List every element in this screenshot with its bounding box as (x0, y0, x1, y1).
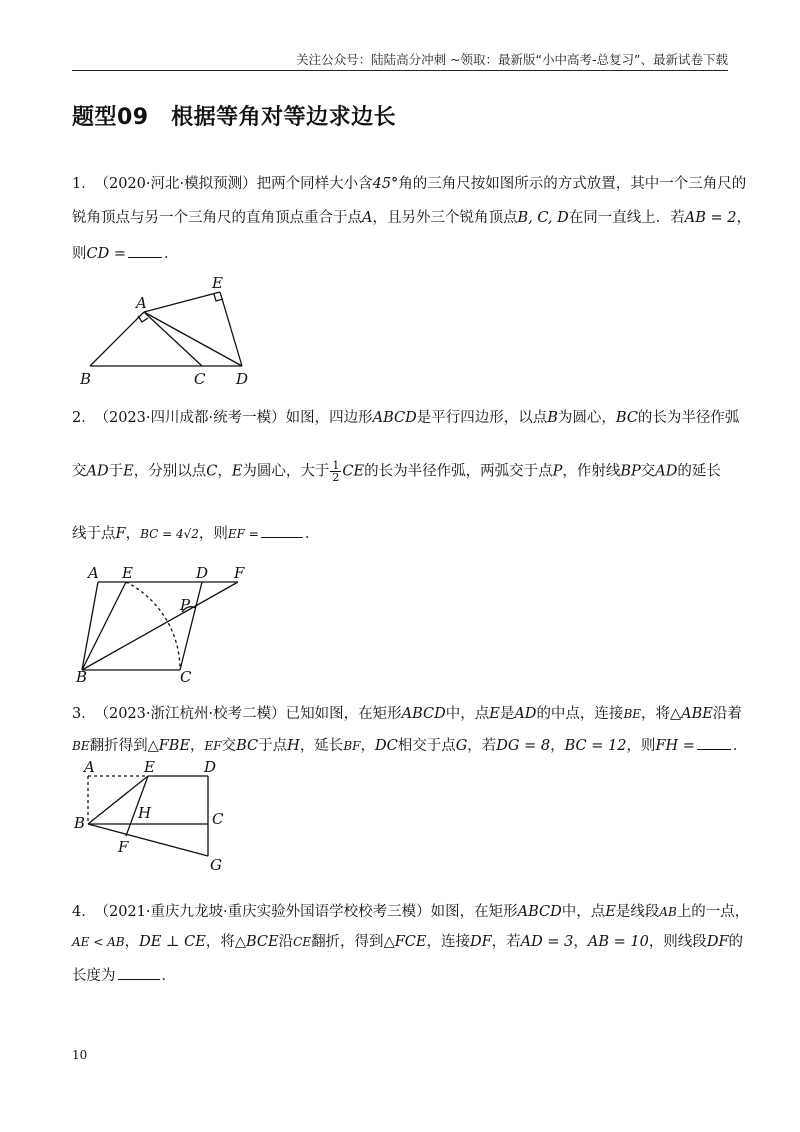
q4-text: ，连接 (426, 934, 470, 950)
q1-line-ed (220, 292, 242, 366)
q4-math: △BCE (234, 934, 279, 950)
q2-math: E (123, 463, 134, 480)
q4-text: 沿 (278, 934, 294, 950)
q2-line-ab (82, 582, 98, 670)
q1-answer-blank[interactable] (128, 242, 162, 258)
q1-label-d: D (236, 370, 249, 388)
q2-label-c: C (180, 668, 192, 686)
q2-text: ， (217, 463, 232, 480)
q2-text: 于 (108, 463, 124, 480)
q3-text: 交 (221, 738, 237, 754)
q1-text: 在同一直线上．若 (568, 210, 685, 226)
q2-text: 交 (72, 463, 87, 480)
q2-label-f: F (234, 564, 245, 582)
q4-text: 翻折，得到 (311, 934, 384, 950)
q3-number: 3． (72, 706, 96, 722)
q4-number: 4． (72, 904, 96, 920)
q4-text: 长度为 (72, 968, 116, 984)
q4-math: DF (469, 934, 492, 950)
header-text: 关注公众号：陆陆高分冲刺 ~领取：最新版“小中高考-总复习”、最新试卷下载 (296, 52, 728, 67)
q2-text: 的延长 (677, 463, 721, 480)
q4-text: （2021·重庆九龙坡·重庆实验外国语学校校考三模）如图，在矩形 (101, 904, 518, 920)
q3-label-a: A (84, 758, 95, 776)
q2-answer-blank[interactable] (261, 522, 303, 538)
q1-line-1 (72, 174, 746, 194)
q4-text: ，若 (491, 934, 521, 950)
q3-math: BE (72, 739, 90, 753)
q4-line-1 (72, 902, 749, 922)
header-rule (72, 70, 728, 71)
q3-label-b: B (74, 814, 86, 832)
q3-figure (72, 758, 242, 876)
q2-text: 线于点 (72, 526, 116, 542)
q3-text: ，则 (626, 738, 656, 754)
q3-text: 中，点 (445, 706, 490, 722)
q2-text: ． (304, 526, 320, 542)
q2-text: 为圆心， (557, 410, 616, 426)
q3-math: FH = (655, 738, 695, 754)
q3-line-1 (72, 704, 742, 724)
q4-math: AB = 10 (587, 934, 649, 950)
q2-math: B (547, 410, 558, 426)
q4-math: DE ⊥ CE (139, 934, 206, 950)
q2-math: BC = 4√2 (140, 527, 199, 541)
q3-math: BC (236, 738, 259, 754)
q3-text: 是 (499, 706, 515, 722)
q1-label-b: B (80, 370, 92, 388)
q1-label-e: E (212, 274, 223, 292)
q3-text: ， (550, 738, 565, 754)
q2-math: CE (342, 463, 365, 480)
q3-label-f: F (118, 838, 129, 856)
q4-text: 中，点 (561, 904, 606, 920)
q3-text: ，将 (641, 706, 671, 722)
q2-math: BC (615, 410, 638, 426)
q4-math: CE (293, 935, 312, 949)
q2-fraction (330, 460, 341, 483)
q3-text: ， (190, 738, 205, 754)
q2-line-3 (72, 522, 319, 544)
q4-text: ． (161, 968, 176, 984)
q1-number: 1． (72, 176, 96, 192)
q2-label-a: A (88, 564, 99, 582)
q3-text: （2023·浙江杭州·校考二模）已知如图，在矩形 (101, 706, 402, 722)
q3-math: BC = 12 (564, 738, 627, 754)
q1-text: ． (163, 246, 179, 262)
q2-text: ，分别以点 (133, 463, 207, 480)
q4-line-2 (72, 932, 743, 952)
q4-line-3 (72, 964, 176, 986)
q3-text: ，延长 (299, 738, 344, 754)
q3-text: 相交于点 (397, 738, 456, 754)
q2-math: ABCD (372, 410, 417, 426)
q4-math: AE < AB (72, 935, 125, 949)
q2-number: 2． (72, 410, 96, 426)
q2-text: ，则 (198, 526, 228, 542)
q1-text: ，且另外三个锐角顶点 (372, 210, 518, 226)
page-number: 10 (72, 1048, 88, 1062)
q2-text: ，作射线 (562, 463, 621, 480)
q2-line-1 (72, 408, 739, 428)
q2-math: AD (86, 463, 109, 480)
q3-text: ，若 (467, 738, 497, 754)
q3-answer-blank[interactable] (697, 734, 731, 750)
q4-text: ， (573, 934, 588, 950)
q2-math: F (115, 526, 126, 542)
q4-math: AB (659, 905, 677, 919)
q3-math: AD (514, 706, 537, 722)
q1-math: A (362, 210, 373, 226)
q2-figure (78, 564, 258, 684)
q2-frac-den: 2 (332, 471, 340, 484)
q2-math: AD (655, 463, 678, 480)
q2-math: BP (620, 463, 641, 480)
q4-math: △FCE (383, 934, 427, 950)
q2-label-d: D (196, 564, 209, 582)
q2-math: EF = (227, 527, 259, 541)
q3-math: BE (623, 707, 642, 721)
q3-label-e: E (144, 758, 155, 776)
q1-figure (78, 272, 258, 390)
q3-text: 沿着 (712, 706, 742, 722)
q2-text: 的长为半径作弧，两弧交于点 (364, 463, 553, 480)
q1-math: 45° (372, 176, 399, 192)
q1-math: CD = (86, 246, 126, 262)
q3-line-2 (72, 734, 747, 756)
q3-label-g: G (210, 856, 222, 874)
q1-text: 锐角顶点与另一个三角尺的直角顶点重合于点 (72, 210, 362, 226)
q4-math: AD = 3 (520, 934, 574, 950)
q2-label-p: P (180, 596, 191, 614)
q3-math: DC (374, 738, 398, 754)
q2-label-e: E (122, 564, 133, 582)
q2-line-bf (82, 582, 238, 670)
q3-math: DG = 8 (496, 738, 551, 754)
q2-line-2 (72, 460, 721, 483)
q4-text: ，将 (205, 934, 235, 950)
q3-label-h: H (138, 804, 152, 822)
q2-line-be (82, 582, 126, 670)
q4-math: E (605, 904, 616, 920)
q4-text: ，则线段 (648, 934, 707, 950)
q3-math: △FBE (147, 738, 191, 754)
q4-math: ABCD (517, 904, 562, 920)
q3-text: 翻折得到 (89, 738, 148, 754)
q1-line-ae (144, 292, 220, 312)
q1-math: AB = 2 (684, 210, 737, 226)
q1-text: 角的三角尺按如图所示的方式放置，其中一个三角尺的 (398, 176, 747, 192)
q4-text: 的 (728, 934, 743, 950)
q4-answer-blank[interactable] (118, 964, 160, 980)
q1-line-2 (72, 208, 751, 228)
q2-text: 是平行四边形，以点 (416, 410, 548, 426)
q3-label-d: D (204, 758, 217, 776)
page-header (72, 50, 728, 72)
q2-text: 的长为半径作弧 (637, 410, 740, 426)
q3-math: G (455, 738, 468, 754)
q3-text: 的中点，连接 (536, 706, 624, 722)
q4-text: 是线段 (615, 904, 660, 920)
q3-math: △ABE (670, 706, 713, 722)
q1-line-ba (90, 312, 144, 366)
q1-label-a: A (136, 294, 147, 312)
q3-text: 于点 (258, 738, 288, 754)
q2-frac-num: 1 (332, 459, 340, 472)
q1-label-c: C (194, 370, 206, 388)
q2-text: （2023·四川成都·统考一模）如图，四边形 (101, 410, 373, 426)
q3-math: E (489, 706, 500, 722)
q2-math: P (552, 463, 563, 480)
q3-line-bg (88, 824, 208, 856)
q3-math: H (287, 738, 300, 754)
q2-arc (126, 582, 180, 670)
q1-text: 则 (72, 246, 87, 262)
q4-math: DF (706, 934, 729, 950)
q1-math: B, C, D (517, 210, 569, 226)
q4-text: 上的一点， (676, 904, 750, 920)
q3-math: BF (343, 739, 361, 753)
q4-text: ， (124, 934, 140, 950)
q3-label-c: C (212, 810, 224, 828)
q3-text: ． (732, 738, 748, 754)
q3-text: ， (360, 738, 375, 754)
q1-line-3 (72, 242, 178, 264)
q1-text: ， (736, 210, 752, 226)
q2-math: C (206, 463, 218, 480)
section-title: 题型09 根据等角对等边求边长 (72, 105, 397, 130)
q1-text: （2020·河北·模拟预测）把两个同样大小含 (101, 176, 373, 192)
q3-math: EF (204, 739, 222, 753)
q2-text: 交 (640, 463, 656, 480)
q2-text: 为圆心，大于 (242, 463, 330, 480)
q2-math: E (231, 463, 243, 480)
q3-math: ABCD (401, 706, 446, 722)
q2-text: ， (125, 526, 141, 542)
q2-label-b: B (76, 668, 88, 686)
